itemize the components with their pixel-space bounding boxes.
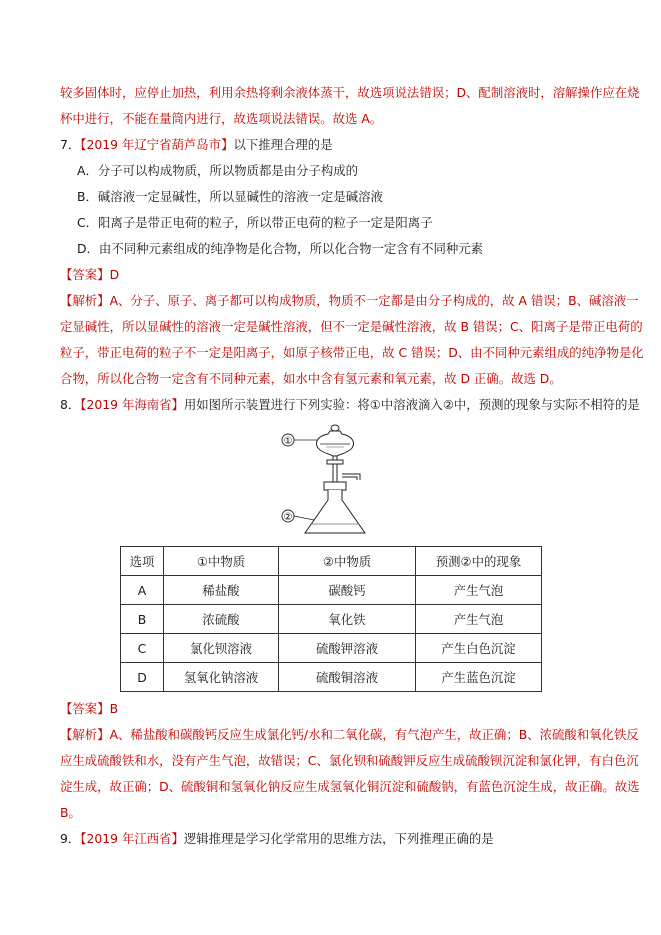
answer-line: [60, 696, 610, 722]
table-row: [121, 605, 542, 634]
table-cell: A: [121, 576, 164, 605]
header-substance-2: ②中物质: [279, 547, 416, 576]
question-number: 7．: [60, 137, 81, 152]
analysis-line: 定显碱性，所以显碱性的溶液一定是碱性溶液，但不一定是碱性溶液，故 B 错误；C、阳离子是带正电荷的: [60, 319, 643, 334]
analysis-line: 淀生成，故正确；D、硫酸铜和氢氧化钠反应生成氢氧化铜沉淀和硫酸钠，有蓝色沉淀生成，故正确。故选: [60, 779, 640, 794]
table-cell: 氢氧化钠溶液: [164, 663, 279, 692]
table-cell: 碳酸钙: [279, 576, 416, 605]
option-a: A．分子可以构成物质，所以物质都是由分子构成的: [77, 163, 359, 178]
analysis-line: [60, 288, 639, 314]
experiment-table: [120, 546, 542, 692]
table-cell: 硫酸钾溶液: [279, 634, 416, 663]
option-c: C．阳离子是带正电荷的粒子，所以带正电荷的粒子一定是阳离子: [77, 215, 433, 230]
conical-flask: [305, 490, 365, 533]
label-2: ②: [283, 512, 293, 523]
analysis-text: A、稀盐酸和碳酸钙反应生成氯化钙/水和二氧化碳，有气泡产生，故正确；B、浓硫酸和氧化铁反: [109, 727, 639, 742]
funnel-bulb: [316, 431, 353, 456]
table-cell: 产生气泡: [416, 605, 542, 634]
header-option: 选项: [121, 547, 164, 576]
header-substance-1: ①中物质: [164, 547, 279, 576]
table-cell: 产生白色沉淀: [416, 634, 542, 663]
table-header-row: [121, 547, 542, 576]
answer-line: [60, 262, 610, 288]
option-d: D．由不同种元素组成的纯净物是化合物，所以化合物一定含有不同种元素: [77, 241, 484, 256]
table-cell: 硫酸铜溶液: [279, 663, 416, 692]
apparatus-diagram: [280, 420, 390, 538]
table-cell: D: [121, 663, 164, 692]
stopcock: [327, 460, 343, 464]
question-source: 【2019 年辽宁省葫芦岛市】: [80, 137, 234, 152]
question-source: 【2019 年江西省】: [80, 831, 184, 846]
question-8-stem: [60, 392, 640, 418]
table-row: [121, 634, 542, 663]
table-cell: 氧化铁: [279, 605, 416, 634]
analysis-text: A、分子、原子、离子都可以构成物质，物质不一定都是由分子构成的，故 A 错误；B、碱溶液一: [109, 293, 639, 308]
analysis-line: 粒子，带正电荷的粒子不一定是阳离子，如原子核带正电，故 C 错误；D、由不同种元素组成的纯净物是化: [60, 345, 644, 360]
table-cell: 产生气泡: [416, 576, 542, 605]
question-text: 以下推理合理的是: [233, 137, 333, 152]
question-text: 逻辑推理是学习化学常用的思维方法，下列推理正确的是: [183, 831, 494, 846]
apparatus-figure: [60, 420, 610, 540]
question-text: 用如图所示装置进行下列实验：将①中溶液滴入②中，预测的现象与实际不相符的是: [183, 397, 640, 412]
analysis-line: B。: [60, 805, 81, 820]
table-cell: C: [121, 634, 164, 663]
table-cell: B: [121, 605, 164, 634]
answer-tag: 【答案】: [60, 267, 110, 282]
table-cell: 产生蓝色沉淀: [416, 663, 542, 692]
prev-analysis-line-1: 较多固体时，应停止加热，利用余热将剩余液体蒸干，故选项说法错误；D、配制溶液时，溶解操作应在烧: [60, 85, 640, 100]
table-cell: 稀盐酸: [164, 576, 279, 605]
analysis-tag: 【解析】: [60, 727, 110, 742]
prev-analysis-line-2: 杯中进行，不能在量筒内进行，故选项说法错误。故选 A。: [60, 111, 383, 126]
analysis-tag: 【解析】: [60, 293, 110, 308]
answer-tag: 【答案】: [60, 701, 110, 716]
answer-value: D: [109, 267, 120, 282]
document-page: [60, 80, 644, 852]
rubber-stopper: [324, 482, 346, 490]
funnel-stopper: [331, 425, 339, 431]
question-number: 8．: [60, 397, 81, 412]
analysis-line: 合物，所以化合物一定含有不同种元素，如水中含有氢元素和氧元素，故 D 正确。故选 D。: [60, 371, 562, 386]
table-row: [121, 576, 542, 605]
analysis-line: [60, 722, 639, 748]
table-cell: 浓硫酸: [164, 605, 279, 634]
question-7-stem: [60, 132, 610, 158]
side-tube: [342, 474, 360, 480]
question-number: 9．: [60, 831, 81, 846]
option-b: B．碱溶液一定显碱性，所以显碱性的溶液一定是碱溶液: [77, 189, 383, 204]
question-source: 【2019 年海南省】: [80, 397, 184, 412]
label-1: ①: [283, 436, 293, 447]
table-row: [121, 663, 542, 692]
analysis-line: 应生成硫酸铁和水，没有产生气泡，故错误；C、氯化钡和硫酸钾反应生成硫酸钡沉淀和氯化钾，有白色沉: [60, 753, 639, 768]
table-cell: 氯化钡溶液: [164, 634, 279, 663]
answer-value: B: [109, 701, 119, 716]
question-9-stem: [60, 826, 610, 852]
header-phenomenon: 预测②中的现象: [416, 547, 542, 576]
